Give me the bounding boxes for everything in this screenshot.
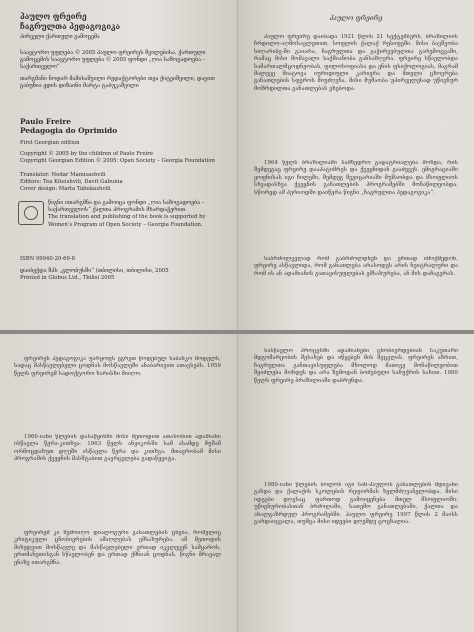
body-paragraph — [254, 256, 458, 318]
georgian-copyright: საავტორო უფლება © 2005 პაულო ფრეირეს შვილებისა. ქართული გამოცემის საავტორო უფლება © 2005 ფონდი „ღია საზოგადოება – საქართველო“ — [20, 50, 206, 71]
georgian-editors: თარგმანი ნოდარ მამისაშვილი რედაქტორები თეა ქიტეიშვილი, დავით გაბუნია ყდის დიზაინი მარტა ტაბუკაშვილი — [20, 76, 215, 90]
paragraph-text: პაულო ფრეირე დაიბადა 1921 წლის 21 სექტემბერს, ბრაზილიის ჩრდილო-აღმოსავლეთით, სოფლის ქალაქ რესიფეში. მისი ბავშვობა სიღარიბე-ში გაიარა, ჩაგრულთა და გაჭირვებულთა გარემოცვაში, რამაც მისი მომავალი საქმიანობა განსაზღვრა. ფრეირე სწავლობდა სამართალმცოდნეობას, ფილოსოფიასა და ენის ფსიქოლოგიას, მაგრამ მალევე მიატოვა იურიდიული კარიერა და მთელი ცხოვრება განათლების სფეროს მიუძღვნა. მისი მუშაობა უპირველესად უწიგნურ მოზრდილთა განათლებას ეხებოდა. — [254, 34, 458, 92]
printed-georgian: დაიბეჭდა შპს „გლობუსში“ (თბილისი, თბილისი, 2005 — [20, 268, 169, 274]
body-paragraph — [254, 482, 458, 628]
body-paragraph — [254, 34, 458, 152]
edition-note: First Georgian edition — [20, 140, 80, 146]
paragraph-text: სასწავლო პროცესში ადამიანები ცნობიერდებიან საკუთარი მდგომარეობის შესახებ და იწყებენ მის შეცვლას. ფრეირეს აზრით, ჩაგრულთა განთავისუფლება მხოლოდ მათივე მონაწილეობით შეიძლება მოხდეს და არა ზემოდან ბოძებული საჩუქრის სახით. 1980 წელს ფრეირე ბრაზილიაში დაბრუნდა. — [254, 348, 458, 384]
georgian-subtitle: პირველი ქართული გამოცემა — [20, 34, 100, 40]
body-paragraph — [14, 356, 221, 426]
body-paragraph — [14, 530, 221, 626]
paragraph-text: ფრეირემ კი შემოიღო დიალოგური განათლების ცნება, რომელიც კრიტიკული ცნობიერების ამაღლებას ემსახურება. ამ მეთოდის მიხედვით მოსწავლე და მასწავლებელი ერთად იკვლევენ სამყაროს, ერთმანეთისგან სწავლობენ და ერთად ქმნიან ცოდნას. წიგნი მრავალ ენაზე ითარგმნა. — [14, 530, 221, 566]
isbn: ISBN 99940-20-69-8 — [20, 256, 76, 262]
english-copyright — [20, 151, 223, 165]
english-book-title: Pedagogia do Oprimido — [20, 126, 118, 136]
support-georgian: წიგნი ითარგმნა და გამოიცა ფონდი „ღია საზოგადოება – საქართველოს“ ქალთა პროგრამის მხარდაჭერით. — [48, 200, 205, 214]
english-author: Paulo Freire — [20, 117, 71, 126]
english-credits — [20, 172, 223, 194]
text-page-left — [0, 334, 238, 632]
text-page-right — [238, 334, 474, 632]
biography-page — [238, 0, 474, 330]
support-english: The translation and publishing of the book is supported by Women’s Program of Open Society – Georgia Foundation. — [48, 214, 206, 228]
body-paragraph — [254, 160, 458, 248]
printed-english: Printed in Globus Ltd., Tbilisi 2005 — [20, 275, 115, 282]
running-head: პაულო ფრეირე — [329, 14, 383, 22]
paragraph-text: ფრეირეს პედაგოგიკა უარყოფს ეგრეთ წოდებულ საბანკო მოდელს, სადაც მასწავლებელი ცოდნას მოსწავლეში ანაბარივით ათავსებს. 1959 წელს ფრეირემ სადოქტორო ხარისხი მიიღო. — [14, 356, 221, 377]
paragraph-text: 1980-იანი წლების ბოლოს იგი სან-პაულოს განათლების მდივანი გახდა და ქალაქის სკოლების რეფორმას ხელმძღვანელობდა. მისი იდეები დღესაც ფართოდ გამოიყენება მთელ მსოფლიოში: უწიგნურობასთან ბრძოლაში, სათემო განათლებაში, ქალთა და ახალგაზრდულ პროგრამებში. პაულო ფრეირე 1997 წლის 2 მაისს გარდაიცვალა, თუმცა მისი იდეები დღემდე ცოცხალია. — [254, 482, 458, 526]
georgian-author: პაულო ფრეირე — [20, 12, 87, 21]
support-notice — [48, 200, 223, 229]
cover-credit: Cover design: Marta Tabukashvili — [20, 186, 111, 193]
georgian-title — [20, 12, 223, 31]
foundation-logo-icon — [18, 201, 44, 225]
printer-info — [20, 268, 223, 282]
body-paragraph — [14, 434, 221, 522]
body-paragraph — [254, 348, 458, 474]
bottom-spread — [0, 334, 474, 632]
editors-credit: Editors: Tea Kiteishvili, Davit Gabunia — [20, 179, 123, 186]
copyright-line-1: Copyright © 2005 by the children of Paulo Freire — [20, 151, 153, 157]
english-title — [20, 117, 223, 135]
paragraph-text: საბრძოლველად რომ გაბრძოლდნენ და ერთად იმოქმედონ, ფრეირე ასწავლიდა, რომ განათლება არასოდეს არის ნეიტრალური და რომ ის ან ადამიანის გათავისუფლებას ემსახურება, ან მის დაჩაგვრას. — [254, 256, 458, 277]
translator-credit: Translator: Nodar Mamisashvili — [20, 172, 106, 178]
copyright-page — [0, 0, 238, 330]
georgian-book-title: ჩაგრულთა პედაგოგიკა — [20, 21, 121, 31]
paragraph-text: 1964 წელს ბრაზილიაში სამხედრო გადატრიალება მოხდა, რის შემდეგაც ფრეირე დააპატიმრეს და ქვეყნიდან გააძევეს. ემიგრაციაში ყოფნისას იგი ჩილეში, შემდეგ შვეიცარიაში მუშაობდა და მსოფლიოს სხვადასხვა ქვეყნის განათლების პროგრამებში მონაწილეობდა. სწორედ ამ პერიოდში დაიწერა წიგნი „ჩაგრულთა პედაგოგიკა“. — [254, 160, 458, 196]
copyright-line-2: Copyright Georgian Edition © 2005: Open Society – Georgia Foundation — [20, 158, 215, 165]
paragraph-text: 1960-იანი წლების დასაწყისში მისი მეთოდით ათასობით ადამიანი ისწავლა წერა-კითხვა. 1963 წელს ანჟიკოსში სამ ასამდე მუშამ ორმოცდახუთ დღეში ისწავლა წერა და კითხვა. მთავრობამ მისი პროგრამის ქვეყნის მასშტაბით გავრცელება გადაწყვიტა. — [14, 434, 221, 463]
